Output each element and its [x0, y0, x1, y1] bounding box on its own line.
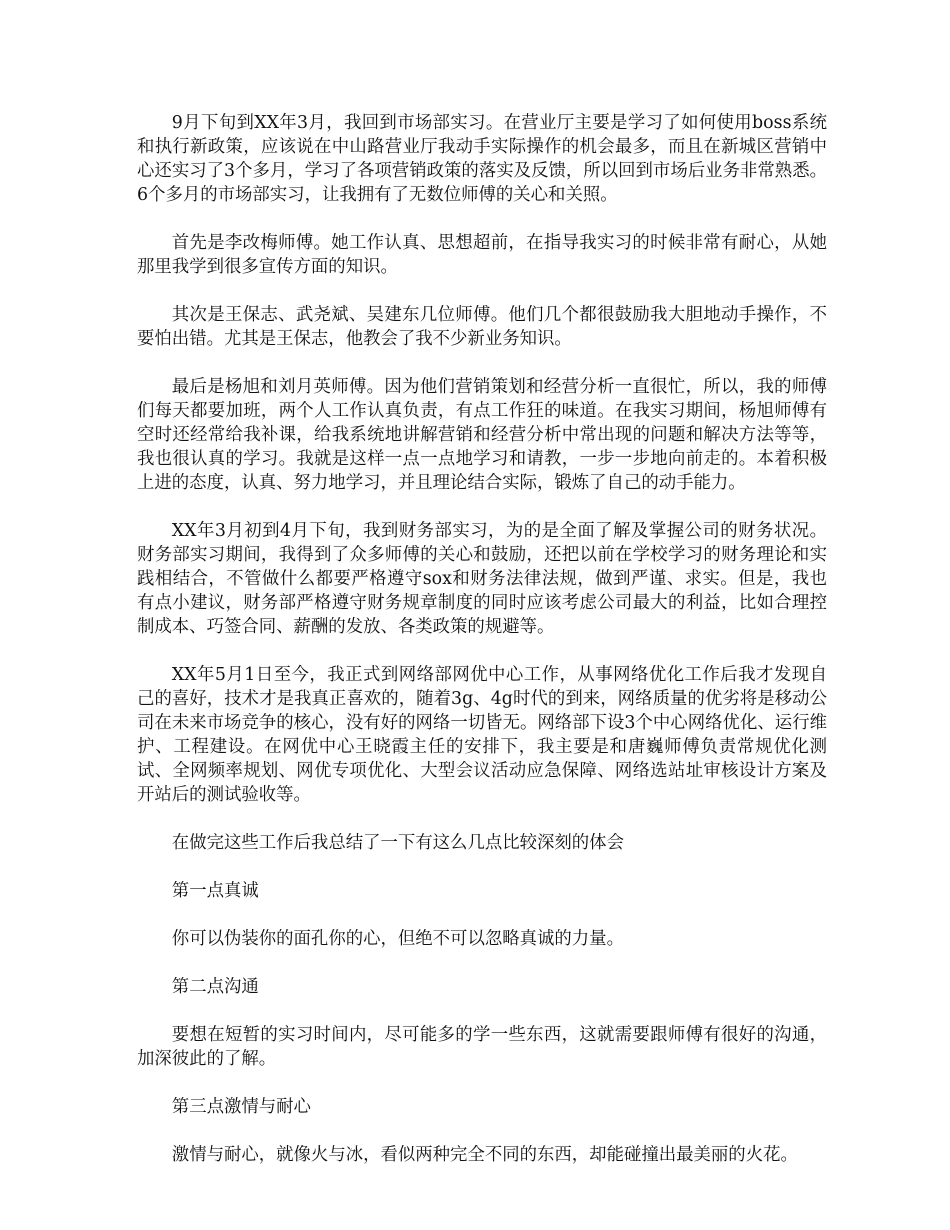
paragraph-market-internship: 9月下旬到XX年3月，我回到市场部实习。在营业厅主要是学习了如何使用boss系统和执行新政策，应该说在中山路营业厅我动手实际操作的机会最多，而且在新城区营销中心还实习了3个多月，学习了各项营销政策的落实及反馈，所以回到市场后业务非常熟悉。6个多月的市场部实习，让我拥有了无数位师傅的关心和关照。: [137, 113, 827, 205]
paragraph-finance-internship: XX年3月初到4月下旬，我到财务部实习，为的是全面了解及掌握公司的财务状况。财务部实习期间，我得到了众多师傅的关心和鼓励，还把以前在学校学习的财务理论和实践相结合，不管做什么都要严格遵守sox和财务法律法规，做到严谨、求实。但是，我也有点小建议，财务部严格遵守财务规章制度的同时应该考虑公司最大的利益，比如合理控制成本、巧签合同、薪酬的发放、各类政策的规避等。: [137, 521, 827, 637]
paragraph-communication: 要想在短暂的实习时间内，尽可能多的学一些东西，这就需要跟师傅有很好的沟通，加深彼此的了解。: [137, 1025, 827, 1069]
heading-point-passion-patience: 第三点激情与耐心: [171, 1097, 311, 1117]
paragraph-mentors-wang-wu: 其次是王保志、武尧斌、吴建东几位师傅。他们几个都很鼓励我大胆地动手操作，不要怕出错。尤其是王保志，他教会了我不少新业务知识。: [137, 305, 827, 349]
paragraph-mentors-yang-liu: 最后是杨旭和刘月英师傅。因为他们营销策划和经营分析一直很忙，所以，我的师傅们每天都要加班，两个人工作认真负责，有点工作狂的味道。在我实习期间，杨旭师傅有空时还经常给我补课，给我系统地讲解营销和经营分析中常出现的问题和解决方法等等，我也很认真的学习。我就是这样一点一点地学习和请教，一步一步地向前走的。本着积极上进的态度，认真、努力地学习，并且理论结合实际，锻炼了自己的动手能力。: [137, 377, 827, 493]
heading-point-sincerity: 第一点真诚: [171, 881, 259, 901]
paragraph-network-optimization: XX年5月1日至今，我正式到网络部网优中心工作，从事网络优化工作后我才发现自己的喜好，技术才是我真正喜欢的，随着3g、4g时代的到来，网络质量的优劣将是移动公司在未来市场竞争的核心，没有好的网络一切皆无。网络部下设3个中心网络优化、运行维护、工程建设。在网优中心王晓霞主任的安排下，我主要是和唐巍师傅负责常规优化测试、全网频率规划、网优专项优化、大型会议活动应急保障、网络选站址审核设计方案及开站后的测试验收等。: [137, 665, 827, 805]
heading-point-communication: 第二点沟通: [171, 977, 259, 997]
paragraph-passion-patience: 激情与耐心，就像火与冰，看似两种完全不同的东西，却能碰撞出最美丽的火花。: [171, 1145, 798, 1165]
paragraph-summary-intro: 在做完这些工作后我总结了一下有这么几点比较深刻的体会: [171, 833, 624, 853]
paragraph-mentor-li: 首先是李改梅师傅。她工作认真、思想超前，在指导我实习的时候非常有耐心，从她那里我学到很多宣传方面的知识。: [137, 233, 827, 277]
paragraph-sincerity: 你可以伪装你的面孔你的心，但绝不可以忽略真诚的力量。: [171, 929, 624, 949]
document-body: [137, 111, 827, 1167]
